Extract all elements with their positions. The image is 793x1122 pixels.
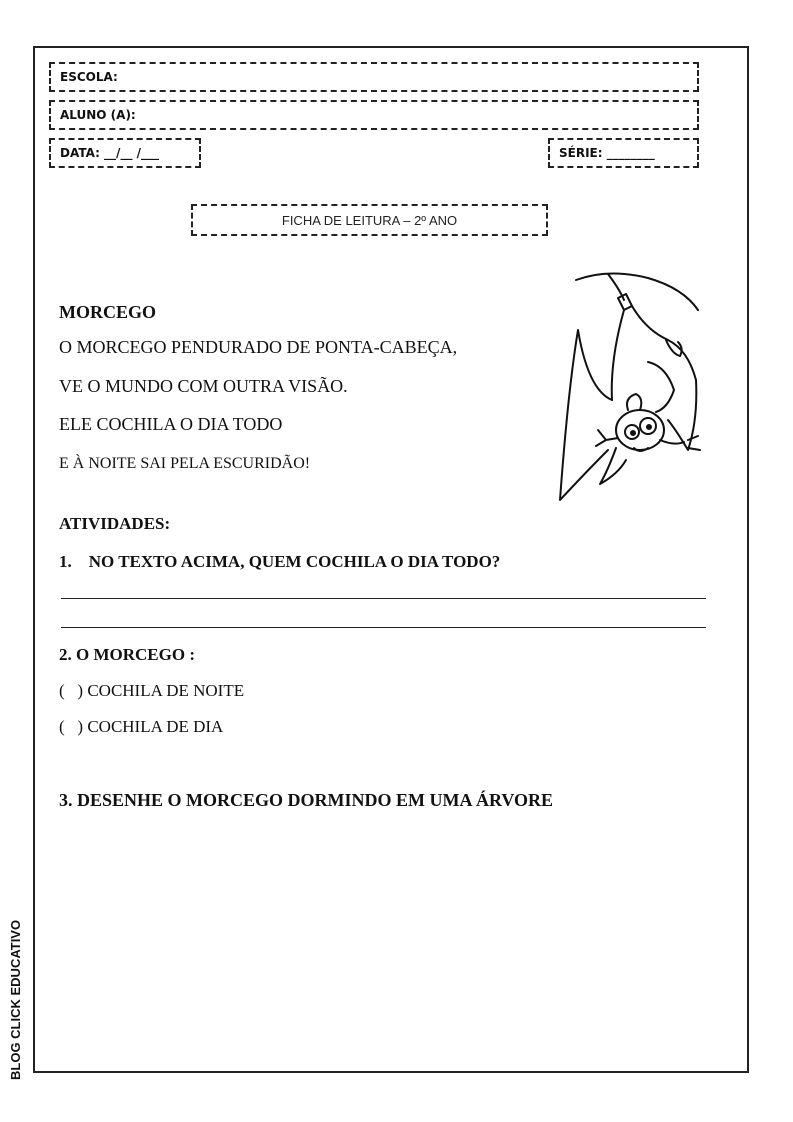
date-field[interactable] <box>49 138 201 168</box>
option-checkbox[interactable]: ( ) COCHILA DE NOITE <box>59 681 245 700</box>
student-label: ALUNO (A): <box>60 108 136 122</box>
activities-heading: ATIVIDADES: <box>59 514 171 533</box>
poem-line: O MORCEGO PENDURADO DE PONTA-CABEÇA, <box>59 337 458 357</box>
option-checkbox[interactable]: ( ) COCHILA DE DIA <box>59 717 224 736</box>
question-2: 2. O MORCEGO : <box>59 645 195 664</box>
school-field[interactable] <box>49 62 699 92</box>
poem-line: E À NOITE SAI PELA ESCURIDÃO! <box>59 455 311 472</box>
answer-line[interactable] <box>61 598 706 599</box>
poem-title: MORCEGO <box>59 302 156 322</box>
poem-line: VE O MUNDO COM OUTRA VISÃO. <box>59 376 348 396</box>
worksheet-title <box>191 204 548 236</box>
grade-label: SÉRIE: ________ <box>559 146 655 160</box>
school-label: ESCOLA: <box>60 70 118 84</box>
side-credit: BLOG CLICK EDUCATIVO <box>8 919 23 1080</box>
question-1: 1. NO TEXTO ACIMA, QUEM COCHILA O DIA TODO? <box>59 552 501 571</box>
date-label: DATA: __/__ /___ <box>60 146 159 160</box>
grade-field[interactable] <box>548 138 699 168</box>
answer-line[interactable] <box>61 627 706 628</box>
bat-hanging-upside-down-icon <box>548 270 708 510</box>
student-field[interactable] <box>49 100 699 130</box>
worksheet-title-text: FICHA DE LEITURA – 2º ANO <box>281 212 458 228</box>
poem-line: ELE COCHILA O DIA TODO <box>59 414 283 434</box>
question-3: 3. DESENHE O MORCEGO DORMINDO EM UMA ÁRVORE <box>59 790 554 810</box>
